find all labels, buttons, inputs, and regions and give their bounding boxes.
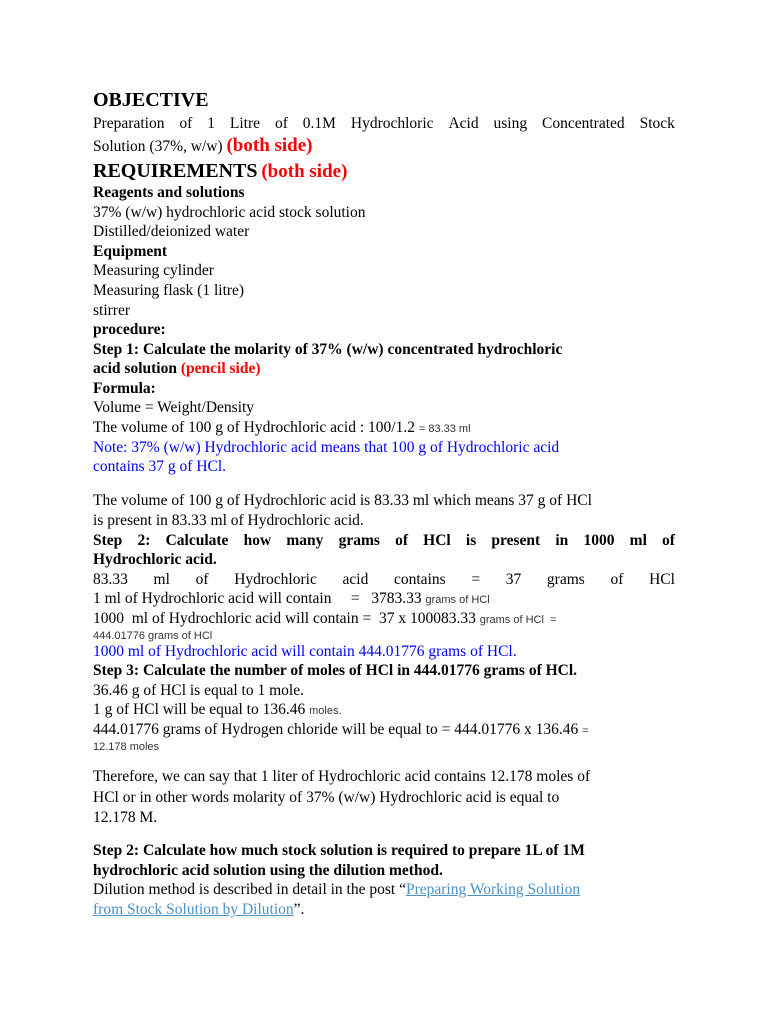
formula-line: Volume = Weight/Density [93,399,255,416]
note-line-2: contains 37 g of HCl. [93,458,227,475]
word: Calculate [165,532,229,549]
word: Hydrochloric [234,571,317,588]
word: in [555,532,569,549]
word: many [286,532,324,549]
dilution-line-1: Dilution method is described in detail in the post “Preparing Working Solution [93,881,581,898]
step1-line-1: Step 1: Calculate the molarity of 37% (w/w) concentrated hydrochloric [93,341,563,358]
word: Concentrated [542,115,625,132]
word: Acid [448,115,479,132]
dilution-post-link-continued[interactable]: from Stock Solution by Dilution [93,901,294,918]
volume-answer: = 83.33 ml [418,423,471,435]
word: how [243,532,272,549]
reagent-item: Distilled/deionized water [93,223,250,240]
mole-line-3: 444.01776 grams of Hydrogen chloride will be equal to = 444.01776 x 136.46 = [93,721,589,738]
mole-line-2: 1 g of HCl will be equal to 136.46 moles. [93,701,342,718]
paragraph-line: 12.178 M. [93,809,158,826]
calc-line-3-continued: 444.01776 grams of HCl [93,630,213,642]
calc-unit: grams of HCl [425,594,490,606]
word: using [493,115,528,132]
word: of [610,571,624,588]
calc-line-3: 1000 ml of Hydrochloric acid will contain = 37 x 100083.33 grams of HCl = [93,610,557,627]
word: Preparation [93,115,165,132]
reagents-heading: Reagents and solutions [93,184,245,201]
word: 1000 [583,532,615,549]
calc-line-2: 1 ml of Hydrochloric acid will contain = 3783.33 grams of HCl [93,590,490,607]
word: = [471,571,481,588]
word: 1 [207,115,215,132]
word: HCl [649,571,675,588]
paragraph-line: HCl or in other words molarity of 37% (w/w) Hydrochloric acid is equal to [93,789,560,806]
step2b-line-2: hydrochloric acid solution using the dilution method. [93,862,443,879]
word: ml [629,532,647,549]
formula-heading: Formula: [93,380,156,397]
mole-equals: = [582,725,589,737]
procedure-heading: procedure: [93,321,166,338]
word: 2: [137,532,151,549]
dilution-post-link[interactable]: Preparing Working Solution [405,881,581,898]
mole-unit: moles. [309,705,342,717]
word: grams [338,532,380,549]
reagent-item: 37% (w/w) hydrochloric acid stock solution [93,204,366,221]
word: Litre [229,115,261,132]
requirements-both-side: (both side) [261,161,348,182]
objective-both-side: (both side) [226,135,313,156]
result-line: 1000 ml of Hydrochloric acid will contain 444.01776 grams of HCl. [93,643,517,660]
word: Stock [639,115,675,132]
step1-line-2: acid solution (pencil side) [93,360,261,377]
paragraph-line: is present in 83.33 ml of Hydrochloric acid. [93,512,364,529]
objective-line-2: Solution (37%, w/w) (both side) [93,135,313,156]
word: Hydrochloric [350,115,434,132]
word: of [179,115,193,132]
objective-heading: OBJECTIVE [93,89,209,111]
pencil-side-note: (pencil side) [180,360,261,377]
calc-line-1 [93,570,675,589]
word: Step [93,532,123,549]
word: of [662,532,675,549]
word: is [465,532,477,549]
paragraph-line: Therefore, we can say that 1 liter of Hydrochloric acid contains 12.178 moles of [93,768,591,785]
step2-line-1 [93,531,675,550]
word: 83.33 [93,571,128,588]
mole-line-1: 36.46 g of HCl is equal to 1 mole. [93,682,304,699]
word: 37 [505,571,522,588]
equipment-item: Measuring cylinder [93,262,214,279]
word: of [195,571,209,588]
dilution-line-2: from Stock Solution by Dilution”. [93,901,305,918]
step3-line: Step 3: Calculate the number of moles of HCl in 444.01776 grams of HCl. [93,662,578,679]
mole-line-3-continued: 12.178 moles [93,741,160,753]
step2b-line-1: Step 2: Calculate how much stock solution is required to prepare 1L of 1M [93,842,585,859]
calc-unit: grams of HCl = [479,614,557,626]
requirements-heading: REQUIREMENTS [93,160,258,182]
paragraph-line: The volume of 100 g of Hydrochloric acid is 83.33 ml which means 37 g of HCl [93,492,592,509]
word: HCl [423,532,451,549]
equipment-heading: Equipment [93,243,168,260]
word: grams [546,571,585,588]
word: acid [342,571,369,588]
note-line-1: Note: 37% (w/w) Hydrochloric acid means that 100 g of Hydrochloric acid [93,439,560,456]
word: of [274,115,288,132]
word: present [491,532,541,549]
word: ml [153,571,170,588]
word: of [395,532,408,549]
requirements-heading-row [93,159,347,183]
objective-line-1 [93,114,675,133]
step2-line-2: Hydrochloric acid. [93,551,217,568]
equipment-item: Measuring flask (1 litre) [93,282,245,299]
equipment-item: stirrer [93,302,131,319]
word: 0.1M [302,115,336,132]
volume-line: The volume of 100 g of Hydrochloric acid : 100/1.2 = 83.33 ml [93,419,471,436]
word: contains [394,571,446,588]
